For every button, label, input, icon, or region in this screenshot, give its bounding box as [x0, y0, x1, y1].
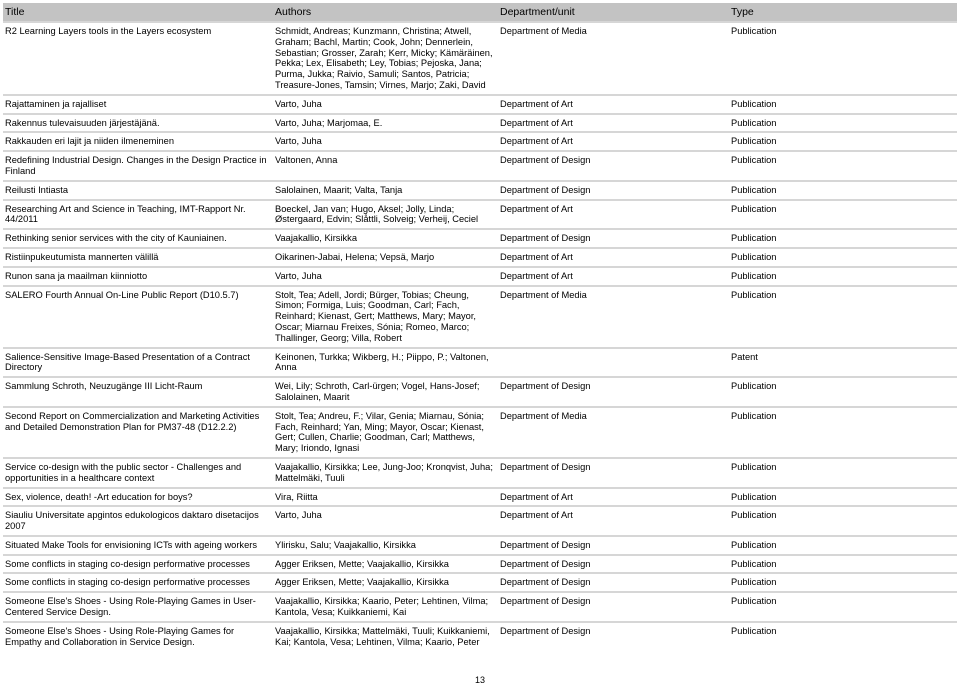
row-type-cell — [729, 200, 957, 230]
row-type: Publication — [731, 491, 777, 502]
row-title: Service co-design with the public sector - Challenges and opportunities in a healthcare context — [5, 461, 242, 483]
row-title: Someone Else's Shoes - Using Role-Playing Games for Empathy and Collaboration in Service Design. — [5, 625, 235, 647]
row-department — [500, 349, 727, 355]
row-authors: Vaajakallio, Kirsikka; Mattelmäki, Tuuli; Kuikkaniemi, Kai; Kantola, Vesa; Lehtinen, Vilma; Kaario, Peter — [275, 625, 490, 647]
row-title-cell — [3, 622, 273, 651]
row-authors-cell — [273, 200, 498, 230]
row-department-cell — [498, 458, 729, 488]
row-title: Redefining Industrial Design. Changes in the Design Practice in Finland — [5, 155, 267, 176]
table-row — [3, 536, 957, 555]
row-department: Department of Design — [500, 577, 591, 588]
row-type-cell — [729, 377, 957, 407]
row-type: Publication — [731, 461, 777, 472]
table-row — [3, 181, 957, 200]
row-type: Publication — [731, 251, 777, 262]
row-title: Rakkauden eri lajit ja niiden ilmeneminen — [5, 136, 174, 147]
row-department: Department of Art — [500, 117, 573, 128]
row-type-cell — [729, 95, 957, 114]
row-department-cell — [498, 377, 729, 407]
row-title-cell — [3, 229, 273, 248]
page-number: 13 — [474, 675, 485, 685]
row-authors-cell — [273, 377, 498, 407]
row-authors: Vira, Riitta — [275, 491, 318, 502]
row-title: Runon sana ja maailman kiinniotto — [5, 270, 148, 281]
row-department-cell — [498, 622, 729, 651]
row-authors: Varto, Juha; Marjomaa, E. — [275, 117, 383, 128]
row-type-cell — [729, 536, 957, 555]
row-department: Department of Design — [500, 233, 591, 244]
row-type-cell — [729, 181, 957, 200]
row-title: Reilusti Intiasta — [5, 184, 69, 195]
row-type-cell — [729, 592, 957, 622]
table-header — [3, 3, 957, 22]
row-authors-cell — [273, 488, 498, 507]
row-type-cell — [729, 506, 957, 536]
row-department-cell — [498, 229, 729, 248]
row-department: Department of Design — [500, 155, 591, 166]
table-row — [3, 573, 957, 592]
table-row — [3, 458, 957, 488]
column-header-authors: Authors — [273, 3, 498, 22]
row-department: Department of Art — [500, 136, 573, 147]
row-authors-cell — [273, 407, 498, 458]
row-type: Publication — [731, 381, 777, 392]
row-authors: Valtonen, Anna — [275, 155, 338, 166]
row-title-cell — [3, 22, 273, 95]
row-department-cell — [498, 151, 729, 181]
row-authors: Salolainen, Maarit; Valta, Tanja — [275, 184, 403, 195]
row-type: Publication — [731, 539, 777, 550]
row-title-cell — [3, 488, 273, 507]
table-body — [3, 22, 957, 650]
row-authors: Agger Eriksen, Mette; Vaajakallio, Kirsikka — [275, 577, 449, 588]
row-title: Rakennus tulevaisuuden järjestäjänä. — [5, 117, 160, 128]
row-department: Department of Design — [500, 461, 591, 472]
row-type-cell — [729, 488, 957, 507]
row-title: Someone Else's Shoes - Using Role-Playing Games in User-Centered Service Design. — [5, 596, 256, 618]
table-row — [3, 348, 957, 378]
row-authors-cell — [273, 248, 498, 267]
row-type: Publication — [731, 203, 777, 214]
row-authors: Ylirisku, Salu; Vaajakallio, Kirsikka — [275, 539, 416, 550]
header-row — [3, 3, 957, 22]
row-authors: Schmidt, Andreas; Kunzmann, Christina; Atwell, Graham; Bachl, Martin; Cook, John; Dennerlein, Sebastian; Grosser, Zarah; Kerr, Micky; Kämäräinen, Pekka; Lex, Elisabeth; Ley, Tobias; Pejoska, Jana; Purma, Jukka; Raivio, Samuli; Santos, Patricia; Treasure-Jones, Tamsin; Virnes, Marjo; Zaki, David — [275, 26, 493, 90]
row-title-cell — [3, 248, 273, 267]
row-title-cell — [3, 181, 273, 200]
row-authors: Keinonen, Turkka; Wikberg, H.; Piippo, P.; Valtonen, Anna — [275, 351, 489, 373]
row-type-cell — [729, 573, 957, 592]
row-authors-cell — [273, 95, 498, 114]
row-title-cell — [3, 377, 273, 407]
row-type-cell — [729, 622, 957, 651]
row-department-cell — [498, 200, 729, 230]
row-authors: Vaajakallio, Kirsikka — [275, 233, 357, 244]
row-type-cell — [729, 229, 957, 248]
row-department-cell — [498, 95, 729, 114]
row-title: Some conflicts in staging co-design performative processes — [5, 558, 250, 569]
row-authors-cell — [273, 267, 498, 286]
table-row — [3, 114, 957, 133]
row-title: SALERO Fourth Annual On-Line Public Report (D10.5.7) — [5, 289, 239, 300]
row-type: Publication — [731, 625, 777, 636]
row-authors-cell — [273, 458, 498, 488]
row-department-cell — [498, 22, 729, 95]
row-type-cell — [729, 286, 957, 348]
row-department: Department of Art — [500, 270, 573, 281]
table-row — [3, 229, 957, 248]
row-title-cell — [3, 407, 273, 458]
row-authors-cell — [273, 536, 498, 555]
table-row — [3, 407, 957, 458]
row-type: Publication — [731, 270, 777, 281]
column-header-type: Type — [729, 3, 957, 22]
table-row — [3, 200, 957, 230]
row-type: Publication — [731, 136, 777, 147]
table-row — [3, 151, 957, 181]
row-authors: Boeckel, Jan van; Hugo, Aksel; Jolly, Linda; Østergaard, Edvin; Slåttli, Solveig; Verheij, Ceciel — [275, 203, 479, 225]
row-department: Department of Design — [500, 539, 591, 550]
row-title: Sammlung Schroth, Neuzugänge III Licht-Raum — [5, 381, 203, 392]
row-type-cell — [729, 407, 957, 458]
row-title: Second Report on Commercialization and Marketing Activities and Detailed Demonstration Plan for PM37-48 (D12.2.2) — [5, 410, 260, 432]
row-title: Researching Art and Science in Teaching, IMT-Rapport Nr. 44/2011 — [5, 203, 246, 225]
row-authors: Oikarinen-Jabai, Helena; Vepsä, Marjo — [275, 251, 435, 262]
row-department-cell — [498, 536, 729, 555]
row-department-cell — [498, 555, 729, 574]
row-authors: Stolt, Tea; Adell, Jordi; Bürger, Tobias; Cheung, Simon; Formiga, Luis; Goodman, Carl; Fach, Reinhard; Kienast, Gert; Matthews, Mary; Mayor, Oscar; Miarnau Freixes, Sónia; Romeo, Marco; Thallinger, Georg; Villa, Robert — [275, 289, 476, 343]
row-type-cell — [729, 458, 957, 488]
row-authors: Vaajakallio, Kirsikka; Kaario, Peter; Lehtinen, Vilma; Kantola, Vesa; Kuikkaniemi, Kai — [275, 596, 489, 618]
row-type-cell — [729, 22, 957, 95]
table-row — [3, 95, 957, 114]
row-department: Department of Design — [500, 596, 591, 607]
table-row — [3, 286, 957, 348]
row-authors: Agger Eriksen, Mette; Vaajakallio, Kirsikka — [275, 558, 449, 569]
publication-list-page — [3, 3, 957, 650]
row-title: Some conflicts in staging co-design performative processes — [5, 577, 250, 588]
row-type: Publication — [731, 558, 777, 569]
row-department-cell — [498, 348, 729, 378]
table-row — [3, 555, 957, 574]
row-title: Ristiinpukeutumista mannerten välillä — [5, 251, 159, 262]
row-type: Publication — [731, 233, 777, 244]
row-title-cell — [3, 592, 273, 622]
table-row — [3, 488, 957, 507]
row-authors-cell — [273, 348, 498, 378]
row-department-cell — [498, 407, 729, 458]
row-title-cell — [3, 348, 273, 378]
row-type: Publication — [731, 289, 777, 300]
row-department-cell — [498, 181, 729, 200]
table-row — [3, 132, 957, 151]
table-row — [3, 267, 957, 286]
row-authors-cell — [273, 506, 498, 536]
row-authors-cell — [273, 555, 498, 574]
row-department: Department of Art — [500, 251, 573, 262]
row-authors: Vaajakallio, Kirsikka; Lee, Jung-Joo; Kronqvist, Juha; Mattelmäki, Tuuli — [275, 461, 493, 483]
row-department: Department of Design — [500, 184, 591, 195]
row-authors: Varto, Juha — [275, 270, 322, 281]
row-authors-cell — [273, 151, 498, 181]
row-department: Department of Art — [500, 203, 573, 214]
row-department-cell — [498, 488, 729, 507]
row-title: Situated Make Tools for envisioning ICTs with ageing workers — [5, 539, 258, 550]
row-department-cell — [498, 114, 729, 133]
table-row — [3, 622, 957, 651]
row-department-cell — [498, 267, 729, 286]
row-type: Publication — [731, 98, 777, 109]
row-title-cell — [3, 286, 273, 348]
row-department: Department of Art — [500, 98, 573, 109]
row-authors: Wei, Lily; Schroth, Carl-ürgen; Vogel, Hans-Josef; Salolainen, Maarit — [275, 381, 480, 402]
table-row — [3, 377, 957, 407]
row-department-cell — [498, 248, 729, 267]
row-title: Siauliu Universitate apgintos edukologicos daktaro disetacijos 2007 — [5, 510, 259, 532]
row-title-cell — [3, 555, 273, 574]
row-title-cell — [3, 536, 273, 555]
row-authors: Varto, Juha — [275, 98, 322, 109]
row-type: Publication — [731, 117, 777, 128]
table-row — [3, 248, 957, 267]
row-title: Salience-Sensitive Image-Based Presentation of a Contract Directory — [5, 351, 250, 373]
row-authors-cell — [273, 22, 498, 95]
row-department-cell — [498, 132, 729, 151]
row-authors: Stolt, Tea; Andreu, F.; Vilar, Genia; Miarnau, Sónia; Fach, Reinhard; Yan, Ming; Mayor, Oscar; Kienast, Gert; Cullen, Charlie; Goodman, Carl; Matthews, Mary; Iriondo, Ignasi — [275, 410, 484, 454]
row-department-cell — [498, 573, 729, 592]
row-authors-cell — [273, 286, 498, 348]
row-title-cell — [3, 114, 273, 133]
row-department: Department of Design — [500, 381, 591, 392]
row-department: Department of Art — [500, 491, 573, 502]
row-authors: Varto, Juha — [275, 510, 322, 521]
table-row — [3, 506, 957, 536]
row-title-cell — [3, 200, 273, 230]
row-type: Publication — [731, 577, 777, 588]
row-type: Publication — [731, 26, 777, 36]
row-department: Department of Media — [500, 410, 587, 421]
row-title-cell — [3, 267, 273, 286]
row-authors-cell — [273, 132, 498, 151]
row-type: Publication — [731, 155, 777, 166]
row-title: Sex, violence, death! -Art education for boys? — [5, 491, 193, 502]
row-type-cell — [729, 267, 957, 286]
row-authors-cell — [273, 592, 498, 622]
row-title: R2 Learning Layers tools in the Layers ecosystem — [5, 26, 212, 36]
row-type: Publication — [731, 596, 777, 607]
row-department-cell — [498, 286, 729, 348]
row-department: Department of Design — [500, 558, 591, 569]
row-authors-cell — [273, 114, 498, 133]
row-type: Patent — [731, 351, 758, 362]
row-title-cell — [3, 132, 273, 151]
row-authors-cell — [273, 181, 498, 200]
row-title-cell — [3, 506, 273, 536]
row-type-cell — [729, 114, 957, 133]
row-department: Department of Art — [500, 510, 573, 521]
column-header-title: Title — [3, 3, 273, 22]
row-department: Department of Design — [500, 625, 591, 636]
row-authors-cell — [273, 229, 498, 248]
row-title: Rethinking senior services with the city of Kauniainen. — [5, 233, 227, 244]
row-department-cell — [498, 506, 729, 536]
column-header-department: Department/unit — [498, 3, 729, 22]
row-title-cell — [3, 95, 273, 114]
row-authors: Varto, Juha — [275, 136, 322, 147]
row-authors-cell — [273, 573, 498, 592]
row-type: Publication — [731, 184, 777, 195]
row-department: Department of Media — [500, 289, 587, 300]
table-row — [3, 22, 957, 95]
row-title: Rajattaminen ja rajalliset — [5, 98, 107, 109]
publications-table — [3, 3, 957, 650]
row-title-cell — [3, 573, 273, 592]
table-row — [3, 592, 957, 622]
row-department-cell — [498, 592, 729, 622]
row-type-cell — [729, 151, 957, 181]
row-type: Publication — [731, 410, 777, 421]
row-department: Department of Media — [500, 26, 587, 36]
row-title-cell — [3, 151, 273, 181]
row-authors-cell — [273, 622, 498, 651]
row-type: Publication — [731, 510, 777, 521]
row-type-cell — [729, 555, 957, 574]
row-title-cell — [3, 458, 273, 488]
row-type-cell — [729, 132, 957, 151]
row-type-cell — [729, 248, 957, 267]
row-type-cell — [729, 348, 957, 378]
